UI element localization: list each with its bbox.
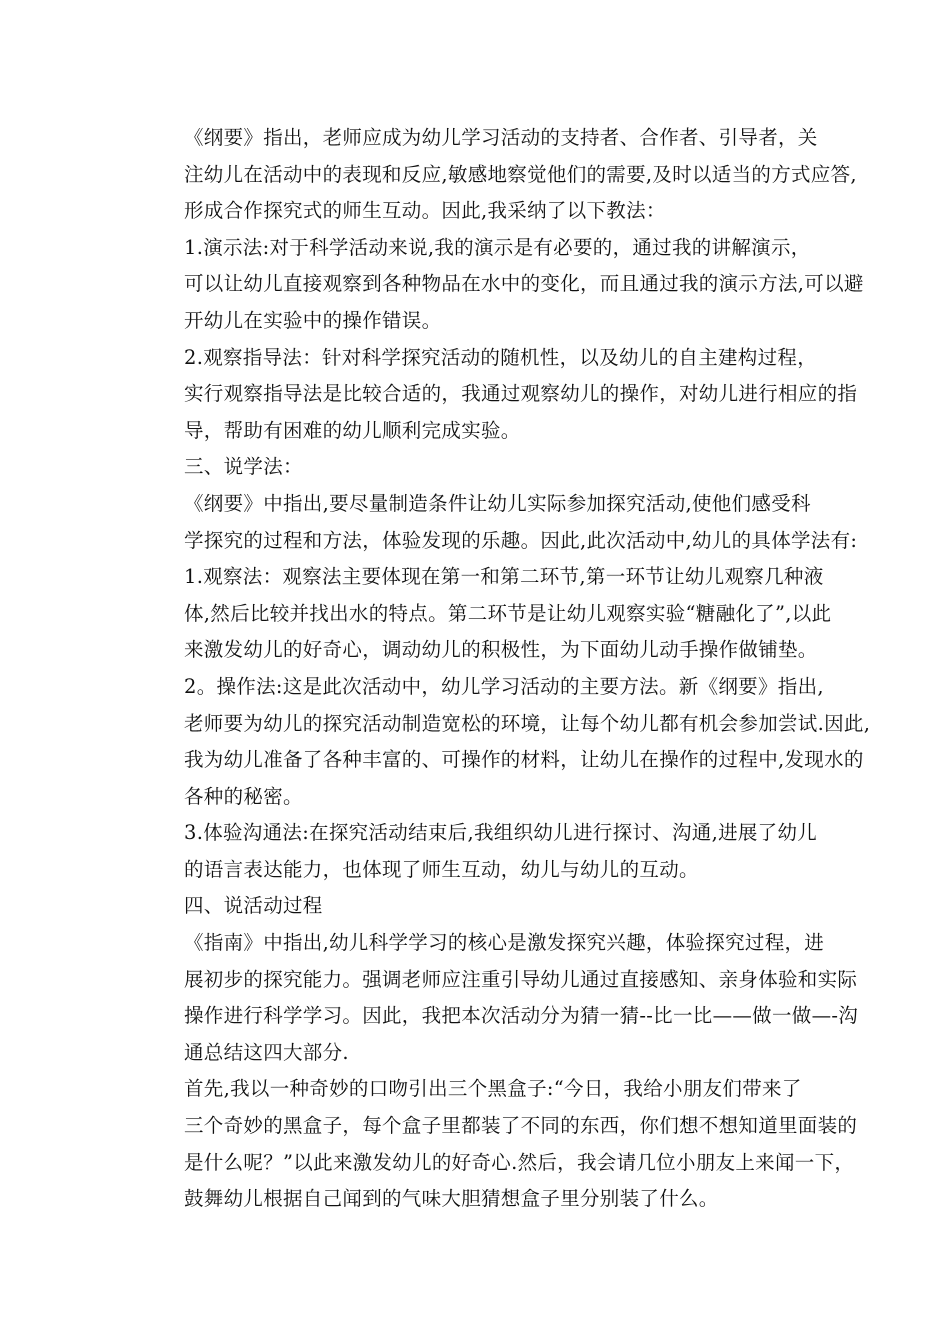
paragraph-guide-science-learning: 《指南》中指出,幼儿科学学习的核心是激发探究兴趣，体验探究过程，进 展初步的探究能力。强调老师应注重引导幼儿通过直接感知、亲身体验和实际 操作进行科学学习。因此，我把本次活动分为猜一猜--比一比——做一做—-沟 通总结这四大部分. <box>184 931 859 1064</box>
paragraph-demonstration-method: 1.演示法:对于科学活动来说,我的演示是有必要的，通过我的讲解演示， 可以让幼儿直接观察到各种物品在水中的变化，而且通过我的演示方法,可以避 开幼儿在实验中的操作错误。 <box>184 235 864 332</box>
paragraph-learning-methods-intro: 《纲要》中指出,要尽量制造条件让幼儿实际参加探究活动,使他们感受科 学探究的过程和方法，体验发现的乐趣。因此,此次活动中,幼儿的具体学法有: <box>184 491 858 552</box>
section-heading-activity-process: 四、说活动过程 <box>184 894 323 918</box>
paragraph-operation-method: 2。操作法:这是此次活动中，幼儿学习活动的主要方法。新《纲要》指出, 老师要为幼儿的探究活动制造宽松的环境，让每个幼儿都有机会参加尝试.因此, 我为幼儿准备了各种丰富的、可操作的材料，让幼儿在操作的过程中,发现水的 各种的秘密。 <box>184 674 871 808</box>
paragraph-observation-method: 1.观察法：观察法主要体现在第一和第二环节,第一环节让幼儿观察几种液 体,然后比较并找出水的特点。第二环节是让幼儿观察实验“糖融化了”,以此 来激发幼儿的好奇心，调动幼儿的积极性，为下面幼儿动手操作做铺垫。 <box>184 565 832 662</box>
document-body <box>145 120 871 1218</box>
paragraph-guideline-intro: 《纲要》指出，老师应成为幼儿学习活动的支持者、合作者、引导者，关 注幼儿在活动中的表现和反应,敏感地察觉他们的需要,及时以适当的方式应答, 形成合作探究式的师生互动。因此,我采纳了以下教法： <box>184 126 857 223</box>
paragraph-black-box-intro: 首先,我以一种奇妙的口吻引出三个黑盒子:“今日，我给小朋友们带来了 三个奇妙的黑盒子，每个盒子里都装了不同的东西，你们想不想知道里面装的 是什么呢？”以此来激发幼儿的好奇心.然后，我会请几位小朋友上来闻一下， 鼓舞幼儿根据自己闻到的气味大胆猜想盒子里分别装了什么。 <box>184 1077 858 1211</box>
paragraph-experience-communication-method: 3.体验沟通法:在探究活动结束后,我组织幼儿进行探讨、沟通,进展了幼儿 的语言表达能力，也体现了师生互动，幼儿与幼儿的互动。 <box>184 821 818 881</box>
paragraph-observation-guidance-method: 2.观察指导法：针对科学探究活动的随机性，以及幼儿的自主建构过程， 实行观察指导法是比较合适的，我通过观察幼儿的操作，对幼儿进行相应的指 导，帮助有困难的幼儿顺利完成实验。 <box>184 345 858 442</box>
section-heading-learning-methods: 三、说学法： <box>184 455 303 479</box>
